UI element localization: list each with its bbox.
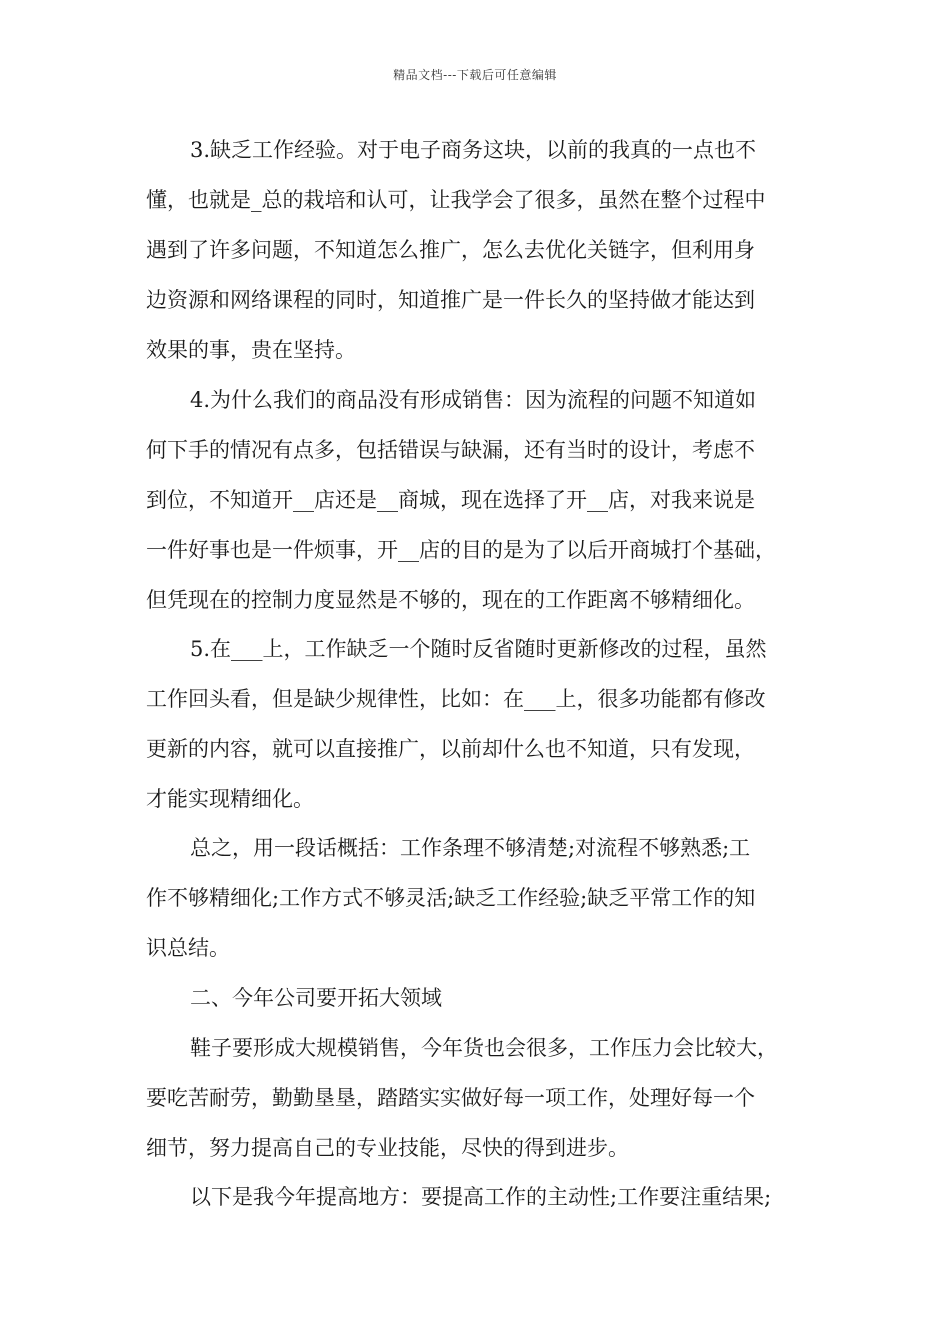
text-line: 以下是我今年提高地方：要提高工作的主动性;工作要注重结果;: [190, 1185, 772, 1209]
text-line: 懂，也就是_总的栽培和认可，让我学会了很多，虽然在整个过程中: [146, 188, 766, 212]
text-line: 4.为什么我们的商品没有形成销售：因为流程的问题不知道如: [190, 388, 757, 412]
text-line: 鞋子要形成大规模销售，今年货也会很多，工作压力会比较大，: [190, 1036, 778, 1060]
text-line: 一件好事也是一件烦事，开__店的目的是为了以后开商城打个基础，: [146, 538, 776, 562]
page-header: 精品文档---下载后可任意编辑: [393, 68, 557, 82]
text-line: 更新的内容，就可以直接推广，以前却什么也不知道，只有发现，: [146, 737, 755, 761]
text-line: 边资源和网络课程的同时，知道推广是一件长久的坚持做才能达到: [146, 288, 755, 312]
text-line: 才能实现精细化。: [146, 787, 314, 811]
text-line: 效果的事，贵在坚持。: [146, 338, 356, 362]
text-line: 3.缺乏工作经验。对于电子商务这块，以前的我真的一点也不: [190, 138, 757, 162]
text-line: 但凭现在的控制力度显然是不够的，现在的工作距离不够精细化。: [146, 588, 755, 612]
section-heading: 二、今年公司要开拓大领域: [190, 986, 442, 1010]
text-line: 识总结。: [146, 936, 230, 960]
text-line: 作不够精细化;工作方式不够灵活;缺乏工作经验;缺乏平常工作的知: [146, 886, 756, 910]
text-line: 要吃苦耐劳，勤勤垦垦，踏踏实实做好每一项工作，处理好每一个: [146, 1086, 755, 1110]
text-line: 总之，用一段话概括：工作条理不够清楚;对流程不够熟悉;工: [190, 836, 751, 860]
text-line: 何下手的情况有点多，包括错误与缺漏，还有当时的设计，考虑不: [146, 438, 755, 462]
text-line: 遇到了许多问题，不知道怎么推广，怎么去优化关链字，但利用身: [146, 238, 755, 262]
text-line: 5.在___上，工作缺乏一个随时反省随时更新修改的过程，虽然: [190, 637, 767, 661]
text-line: 细节，努力提高自己的专业技能，尽快的得到进步。: [146, 1136, 629, 1160]
text-line: 工作回头看，但是缺少规律性，比如：在___上，很多功能都有修改: [146, 687, 766, 711]
text-line: 到位，不知道开__店还是__商城，现在选择了开__店，对我来说是: [146, 488, 755, 512]
